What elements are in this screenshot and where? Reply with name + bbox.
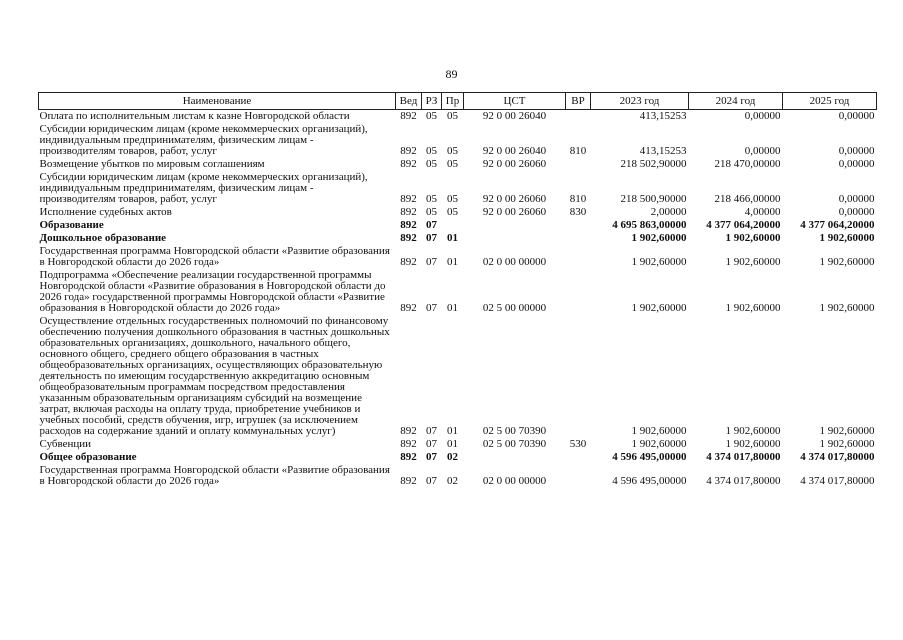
cell-2023: 218 502,90000 bbox=[620, 158, 687, 170]
cell-rz: 07 bbox=[426, 256, 437, 268]
table-row bbox=[39, 123, 877, 158]
cell-cst bbox=[464, 232, 566, 245]
cell-2023: 1 902,60000 bbox=[631, 438, 687, 450]
cell-name: Исполнение судебных актов bbox=[39, 206, 172, 218]
cell-ved: 892 bbox=[400, 145, 417, 157]
cell-name: Осуществление отдельных государственных полномочий по финансовому обеспечению получения дошкольного образования в частных дошкольных образовательных организациях, дошкольного, начального общего, основного общего, среднего общего образования в частных общеобразовательных организациях, осуществляющих образовательную деятельность по имеющим государственную аккредитацию основным общеобразовательным программам посредством предоставления указанным образовательным организациям субсидий на возмещение затрат, включая расходы на оплату труда, приобретение учебников и учебных пособий, средств обучения, игр, игрушек (за исключением расходов на содержание зданий и оплату коммунальных услуг) bbox=[39, 315, 390, 437]
cell-vr bbox=[566, 315, 591, 438]
cell-vr: 830 bbox=[569, 206, 587, 218]
cell-rz: 07 bbox=[426, 438, 437, 450]
cell-name: Возмещение убытков по мировым соглашениям bbox=[39, 158, 265, 170]
cell-rz: 05 bbox=[426, 158, 437, 170]
table-row bbox=[39, 158, 877, 171]
cell-vr bbox=[566, 451, 591, 464]
cell-2023: 4 596 495,00000 bbox=[612, 451, 687, 463]
cell-cst: 92 0 00 26060 bbox=[482, 158, 547, 170]
table-row bbox=[39, 206, 877, 219]
cell-name: Оплата по исполнительным листам к казне Новгородской области bbox=[39, 110, 350, 122]
cell-2025: 0,00000 bbox=[838, 158, 875, 170]
cell-rz: 07 bbox=[426, 451, 437, 463]
cell-2025: 1 902,60000 bbox=[819, 438, 875, 450]
cell-2024: 0,00000 bbox=[744, 110, 781, 122]
table-header-row bbox=[39, 93, 877, 110]
header-vr: ВР bbox=[566, 93, 591, 110]
page-number: 89 bbox=[445, 67, 458, 81]
cell-cst: 92 0 00 26060 bbox=[482, 206, 547, 218]
budget-table bbox=[38, 92, 877, 488]
cell-pr: 01 bbox=[447, 256, 458, 268]
cell-ved: 892 bbox=[400, 256, 417, 268]
table-row bbox=[39, 315, 877, 438]
cell-ved: 892 bbox=[400, 302, 417, 314]
cell-2025: 4 377 064,20000 bbox=[800, 219, 875, 231]
cell-name: Субвенции bbox=[39, 438, 92, 450]
cell-2025: 1 902,60000 bbox=[819, 302, 875, 314]
cell-2025: 1 902,60000 bbox=[819, 232, 875, 244]
cell-ved: 892 bbox=[400, 451, 417, 463]
cell-2024: 1 902,60000 bbox=[725, 438, 781, 450]
cell-2023: 1 902,60000 bbox=[631, 256, 687, 268]
cell-vr bbox=[566, 232, 591, 245]
cell-2025: 0,00000 bbox=[838, 206, 875, 218]
cell-cst: 92 0 00 26040 bbox=[482, 145, 547, 157]
table-row bbox=[39, 464, 877, 488]
cell-2023: 413,15253 bbox=[639, 110, 687, 122]
cell-2023: 218 500,90000 bbox=[620, 193, 687, 205]
cell-rz: 05 bbox=[426, 193, 437, 205]
cell-pr: 01 bbox=[447, 302, 458, 314]
cell-vr: 530 bbox=[569, 438, 587, 450]
header-cst: ЦСТ bbox=[464, 93, 566, 110]
cell-rz: 07 bbox=[426, 475, 437, 487]
cell-vr bbox=[566, 464, 591, 488]
cell-cst: 02 5 00 70390 bbox=[482, 438, 547, 450]
table-row bbox=[39, 438, 877, 451]
cell-2024: 1 902,60000 bbox=[725, 232, 781, 244]
table-row bbox=[39, 232, 877, 245]
cell-2024: 218 470,00000 bbox=[714, 158, 781, 170]
cell-ved: 892 bbox=[400, 232, 417, 244]
header-2023: 2023 год bbox=[591, 93, 689, 110]
cell-ved: 892 bbox=[400, 110, 417, 122]
cell-2023: 4 596 495,00000 bbox=[612, 475, 687, 487]
cell-2024: 4 374 017,80000 bbox=[706, 475, 781, 487]
cell-vr: 810 bbox=[569, 193, 587, 205]
header-pr: Пр bbox=[442, 93, 464, 110]
cell-cst: 02 0 00 00000 bbox=[482, 256, 547, 268]
cell-2023: 413,15253 bbox=[639, 145, 687, 157]
cell-rz: 07 bbox=[426, 232, 437, 244]
cell-ved: 892 bbox=[400, 438, 417, 450]
cell-cst: 92 0 00 26040 bbox=[482, 110, 547, 122]
cell-2025: 0,00000 bbox=[838, 110, 875, 122]
cell-2024: 1 902,60000 bbox=[725, 425, 781, 437]
cell-rz: 05 bbox=[426, 206, 437, 218]
cell-cst bbox=[464, 451, 566, 464]
cell-2025: 1 902,60000 bbox=[819, 256, 875, 268]
cell-name: Государственная программа Новгородской области «Развитие образования в Новгородской области до 2026 года» bbox=[39, 245, 390, 268]
cell-cst: 02 0 00 00000 bbox=[482, 475, 547, 487]
cell-pr: 05 bbox=[447, 158, 458, 170]
cell-name: Дошкольное образование bbox=[39, 232, 167, 244]
header-2024: 2024 год bbox=[689, 93, 783, 110]
cell-pr: 02 bbox=[447, 475, 458, 487]
cell-pr bbox=[442, 219, 464, 232]
header-2025: 2025 год bbox=[783, 93, 877, 110]
cell-ved: 892 bbox=[400, 475, 417, 487]
header-ved: Вед bbox=[396, 93, 422, 110]
table-body bbox=[39, 110, 877, 489]
cell-2024: 1 902,60000 bbox=[725, 302, 781, 314]
cell-pr: 02 bbox=[447, 451, 458, 463]
cell-name: Субсидии юридическим лицам (кроме некоммерческих организаций), индивидуальным предпринимателям, физическим лицам - производителям товаров, работ, услуг bbox=[39, 123, 368, 157]
cell-2023: 4 695 863,00000 bbox=[612, 219, 687, 231]
table-row bbox=[39, 245, 877, 269]
cell-2025: 4 374 017,80000 bbox=[800, 451, 875, 463]
table-row bbox=[39, 269, 877, 315]
cell-2024: 4 377 064,20000 bbox=[706, 219, 781, 231]
cell-2024: 4 374 017,80000 bbox=[706, 451, 781, 463]
cell-cst: 92 0 00 26060 bbox=[482, 193, 547, 205]
cell-ved: 892 bbox=[400, 206, 417, 218]
table-row bbox=[39, 451, 877, 464]
cell-rz: 05 bbox=[426, 145, 437, 157]
cell-vr bbox=[566, 219, 591, 232]
cell-2024: 218 466,00000 bbox=[714, 193, 781, 205]
cell-rz: 07 bbox=[426, 425, 437, 437]
cell-name: Общее образование bbox=[39, 451, 137, 463]
cell-ved: 892 bbox=[400, 425, 417, 437]
cell-2024: 1 902,60000 bbox=[725, 256, 781, 268]
cell-2025: 1 902,60000 bbox=[819, 425, 875, 437]
cell-2023: 1 902,60000 bbox=[631, 232, 687, 244]
cell-vr bbox=[566, 269, 591, 315]
table-row bbox=[39, 171, 877, 206]
cell-name: Образование bbox=[39, 219, 104, 231]
cell-cst: 02 5 00 70390 bbox=[482, 425, 547, 437]
cell-cst bbox=[464, 219, 566, 232]
header-rz: РЗ bbox=[422, 93, 442, 110]
cell-cst: 02 5 00 00000 bbox=[482, 302, 547, 314]
cell-ved: 892 bbox=[400, 193, 417, 205]
table-row bbox=[39, 219, 877, 232]
cell-ved: 892 bbox=[400, 219, 417, 231]
cell-name: Государственная программа Новгородской области «Развитие образования в Новгородской области до 2026 года» bbox=[39, 464, 390, 487]
cell-pr: 05 bbox=[447, 145, 458, 157]
cell-2023: 2,00000 bbox=[650, 206, 687, 218]
cell-vr bbox=[566, 158, 591, 171]
cell-vr bbox=[566, 110, 591, 124]
cell-ved: 892 bbox=[400, 158, 417, 170]
cell-pr: 05 bbox=[447, 206, 458, 218]
cell-2024: 0,00000 bbox=[744, 145, 781, 157]
table-row bbox=[39, 110, 877, 124]
cell-2025: 0,00000 bbox=[838, 193, 875, 205]
cell-name: Субсидии юридическим лицам (кроме некоммерческих организаций), индивидуальным предпринимателям, физическим лицам - производителям товаров, работ, услуг bbox=[39, 171, 368, 205]
header-name: Наименование bbox=[39, 93, 396, 110]
cell-pr: 01 bbox=[447, 438, 458, 450]
cell-rz: 07 bbox=[426, 219, 437, 231]
cell-2023: 1 902,60000 bbox=[631, 302, 687, 314]
cell-vr: 810 bbox=[569, 145, 587, 157]
cell-pr: 05 bbox=[447, 193, 458, 205]
cell-2025: 0,00000 bbox=[838, 145, 875, 157]
cell-pr: 01 bbox=[447, 232, 458, 244]
cell-vr bbox=[566, 245, 591, 269]
cell-2023: 1 902,60000 bbox=[631, 425, 687, 437]
cell-pr: 01 bbox=[447, 425, 458, 437]
cell-rz: 07 bbox=[426, 302, 437, 314]
cell-2024: 4,00000 bbox=[744, 206, 781, 218]
cell-pr: 05 bbox=[447, 110, 458, 122]
cell-rz: 05 bbox=[426, 110, 437, 122]
cell-2025: 4 374 017,80000 bbox=[800, 475, 875, 487]
cell-name: Подпрограмма «Обеспечение реализации государственной программы Новгородской области «Развитие образования в Новгородской области до 2026 года» государственной программы Новгородской области «Развитие образования в Новгородской области до 2026 года» bbox=[39, 269, 386, 314]
